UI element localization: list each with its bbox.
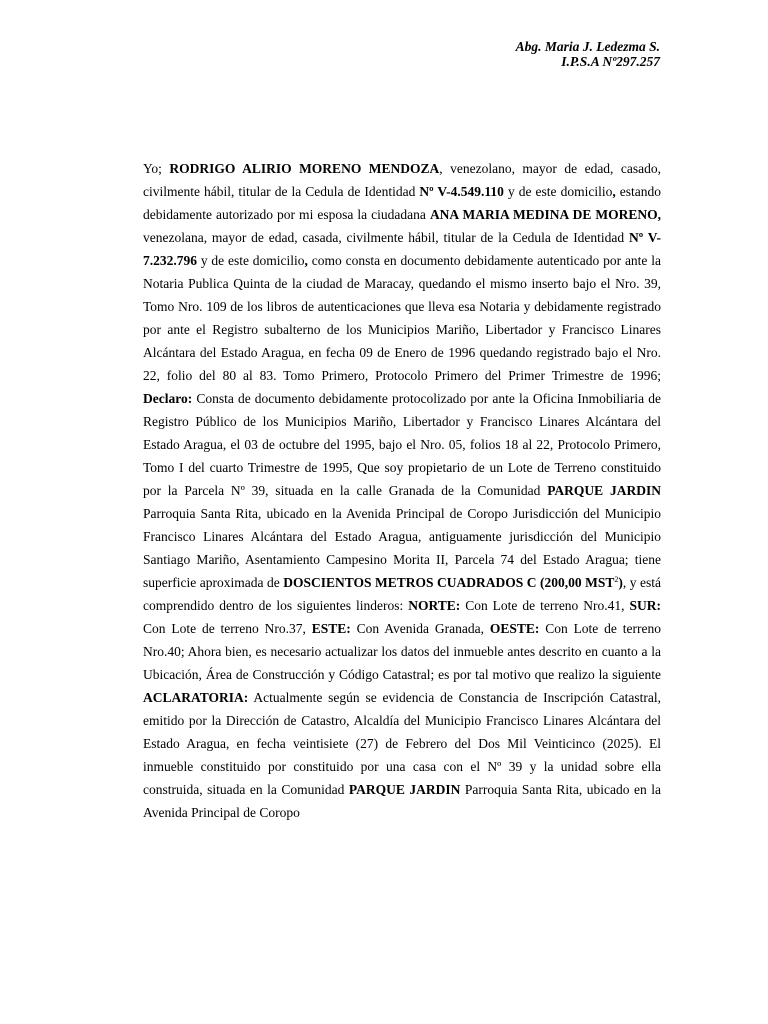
aclaratoria-label: ACLARATORIA: (143, 690, 249, 705)
text-segment: Actualmente según se evidencia de Constancia de Inscripción Catastral, emitido por la Dirección de Catastro, Alcaldía del Municipio Francisco Linares Alcántara del Estado Aragua, en fecha veintisiete (27) de Febrero del Dos Mil Veinticinco (2025). El inmueble constituido por constituido por una casa con el Nº 39 y la unidad sobre ella construida, situada en la Comunidad (143, 690, 661, 797)
boundary-north-label: NORTE: (408, 598, 461, 613)
declarant-id: Nº V-4.549.110 (419, 184, 504, 199)
text-segment: Con Avenida Granada, (350, 621, 490, 636)
text-segment: , venezolano, mayor de edad, casado, civilmente hábil, titular de la Cedula de Identidad (143, 161, 662, 199)
spouse-name: ANA MARIA MEDINA DE MORENO, (429, 207, 661, 222)
superscript: 2 (614, 575, 619, 584)
text-segment: , y está comprendido dentro de los siguientes linderos: (143, 575, 662, 613)
text-segment-bold: , (304, 253, 308, 268)
text-segment: Parroquia Santa Rita, ubicado en la Avenida Principal de Coropo (143, 782, 661, 820)
text-segment: Parroquia Santa Rita, ubicado en la Avenida Principal de Coropo Jurisdicción del Municipio Francisco Linares Alcántara del Estado Aragua, antiguamente jurisdicción del Municipio Santiago Mariño, Asentamiento Campesino Morita II, Parcela 74 del Estado Aragua; tiene superficie aproximada de (143, 506, 661, 590)
text-segment: Consta de documento debidamente protocolizado por ante la Oficina Inmobiliaria de Registro Público de los Municipios Mariño, Libertador y Francisco Linares Alcántara del Estado Aragua, el 03 de octubre del 1995, bajo el Nro. 05, folios 18 al 22, Protocolo Primero, Tomo I del cuarto Trimestre de 1995, Que soy propietario de un Lote de Terreno constituido por la Parcela Nº 39, situada en la calle Granada de la Comunidad (143, 391, 661, 498)
text-segment: y de este domicilio (503, 184, 613, 199)
surface-area: DOSCIENTOS METROS CUADRADOS C (200,00 MST (283, 575, 615, 590)
declaro-label: Declaro: (143, 391, 193, 406)
lawyer-name: Abg. Maria J. Ledezma S. (515, 39, 660, 54)
declarant-name: RODRIGO ALIRIO MORENO MENDOZA (169, 161, 440, 176)
text-segment: como consta en documento debidamente autenticado por ante la Notaria Publica Quinta de la ciudad de Maracay, quedando el mismo inserto bajo el Nro. 39, Tomo Nro. 109 de los libros de autenticaciones que lleva esa Notaria y debidamente registrado por ante el Registro subalterno de los Municipios Mariño, Libertador y Francisco Linares Alcántara del Estado Aragua, en fecha 09 de Enero de 1996 quedando registrado bajo el Nro. 22, folio del 80 al 83. Tomo Primero, Protocolo Primero del Primer Trimestre de 1996; (143, 253, 661, 383)
text-segment: Con Lote de terreno Nro.37, (143, 621, 312, 636)
community-name: PARQUE JARDIN (547, 483, 661, 498)
text-segment: Con Lote de terreno Nro.40; Ahora bien, es necesario actualizar los datos del inmueble antes descrito en cuanto a la Ubicación, Área de Construcción y Código Catastral; es por tal motivo que realizo la siguiente (143, 621, 661, 682)
text-segment: venezolana, mayor de edad, casada, civilmente hábil, titular de la Cedula de Identidad (143, 230, 629, 245)
letterhead (516, 39, 660, 69)
boundary-east-label: ESTE: (311, 621, 351, 636)
text-segment: Yo; (143, 161, 170, 176)
text-segment: Con Lote de terreno Nro.41, (460, 598, 630, 613)
declaration-paragraph (143, 157, 661, 824)
text-segment-bold: ) (618, 575, 623, 590)
text-segment-bold: , (612, 184, 616, 199)
text-segment: y de este domicilio (197, 253, 305, 268)
boundary-west-label: OESTE: (489, 621, 540, 636)
boundary-south-label: SUR: (629, 598, 661, 613)
ipsa-number: I.P.S.A Nº297.257 (561, 54, 660, 69)
text-segment: estando debidamente autorizado por mi esposa la ciudadana (143, 184, 661, 222)
spouse-id: Nº V-7.232.796 (143, 230, 661, 268)
community-name: PARQUE JARDIN (348, 782, 461, 797)
